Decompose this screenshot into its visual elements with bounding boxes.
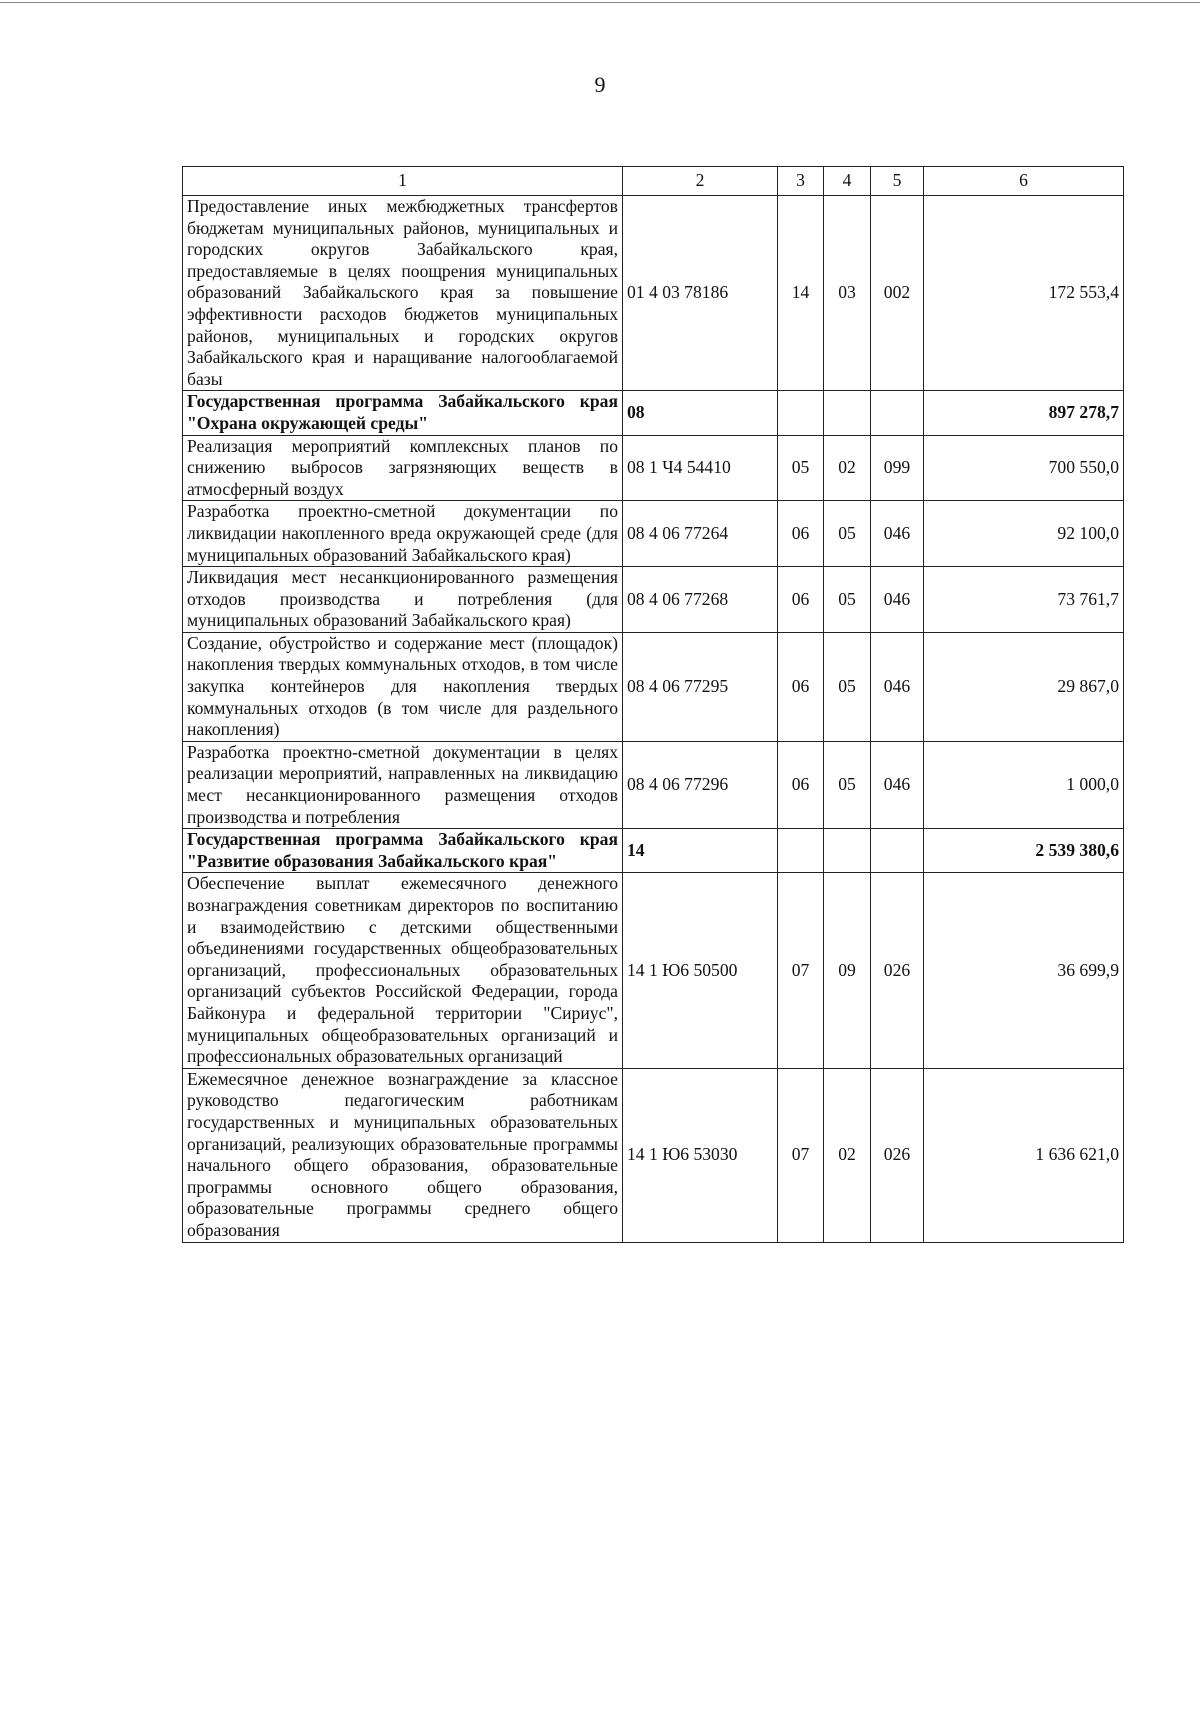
row-subsection-cell: 05 [824,741,871,828]
budget-table [182,166,1124,1243]
row-code-cell: 08 4 06 77264 [623,501,778,567]
row-code-cell: 08 4 06 77295 [623,632,778,741]
row-name-cell: Государственная программа Забайкальского края "Охрана окружающей среды" [183,391,623,435]
row-amount-cell: 172 553,4 [924,196,1124,391]
row-type-cell: 026 [871,1068,924,1242]
header-cell-5: 5 [871,167,924,196]
row-amount-cell: 36 699,9 [924,873,1124,1068]
row-type-cell: 046 [871,501,924,567]
row-amount-cell: 897 278,7 [924,391,1124,435]
table-body [183,196,1124,1243]
row-amount-cell: 29 867,0 [924,632,1124,741]
row-subsection-cell [824,829,871,873]
row-subsection-cell: 05 [824,567,871,633]
row-subsection-cell: 02 [824,435,871,501]
table-row [183,196,1124,391]
row-section-cell: 07 [778,1068,824,1242]
table-row [183,741,1124,828]
header-cell-6: 6 [924,167,1124,196]
row-amount-cell: 1 636 621,0 [924,1068,1124,1242]
row-subsection-cell: 09 [824,873,871,1068]
row-type-cell: 099 [871,435,924,501]
row-subsection-cell: 03 [824,196,871,391]
row-amount-cell: 700 550,0 [924,435,1124,501]
row-name-cell: Государственная программа Забайкальского края "Развитие образования Забайкальского края" [183,829,623,873]
header-cell-4: 4 [824,167,871,196]
row-subsection-cell: 02 [824,1068,871,1242]
table-row [183,435,1124,501]
row-section-cell [778,391,824,435]
row-name-cell: Разработка проектно-сметной документации по ликвидации накопленного вреда окружающей среде (для муниципальных образований Забайкальского края) [183,501,623,567]
row-section-cell: 14 [778,196,824,391]
row-code-cell: 01 4 03 78186 [623,196,778,391]
row-name-cell: Ежемесячное денежное вознаграждение за классное руководство педагогическим работникам государственных и муниципальных образовательных организаций, реализующих образовательные программы начального общего образования, образовательные программы основного общего образования, образовательные программы среднего общего образования [183,1068,623,1242]
table-row [183,567,1124,633]
table-row [183,501,1124,567]
row-code-cell: 08 1 Ч4 54410 [623,435,778,501]
row-type-cell: 046 [871,632,924,741]
page-number: 9 [594,72,606,97]
row-section-cell: 05 [778,435,824,501]
row-section-cell [778,829,824,873]
table-row [183,391,1124,435]
table-row [183,873,1124,1068]
row-type-cell: 046 [871,741,924,828]
table-header-row [183,167,1124,196]
row-amount-cell: 2 539 380,6 [924,829,1124,873]
table-row [183,632,1124,741]
row-subsection-cell: 05 [824,632,871,741]
row-section-cell: 06 [778,501,824,567]
row-code-cell: 08 4 06 77268 [623,567,778,633]
row-name-cell: Создание, обустройство и содержание мест (площадок) накопления твердых коммунальных отходов, в том числе закупка контейнеров для накопления твердых коммунальных отходов (в том числе для раздельного накопления) [183,632,623,741]
top-rule [0,2,1200,3]
row-section-cell: 06 [778,567,824,633]
row-code-cell: 14 1 Ю6 53030 [623,1068,778,1242]
row-code-cell: 14 1 Ю6 50500 [623,873,778,1068]
row-section-cell: 06 [778,741,824,828]
row-section-cell: 06 [778,632,824,741]
row-type-cell: 026 [871,873,924,1068]
table-row [183,829,1124,873]
row-name-cell: Обеспечение выплат ежемесячного денежного вознаграждения советникам директоров по воспитанию и взаимодействию с детскими общественными объединениями государственных общеобразовательных организаций, профессиональных образовательных организаций субъектов Российской Федерации, города Байконура и федеральной территории "Сириус", муниципальных общеобразовательных организаций и профессиональных образовательных организаций [183,873,623,1068]
row-name-cell: Предоставление иных межбюджетных трансфертов бюджетам муниципальных районов, муниципальных и городских округов Забайкальского края, предоставляемые в целях поощрения муниципальных образований Забайкальского края за повышение эффективности расходов бюджетов муниципальных районов, муниципальных и городских округов Забайкальского края и наращивание налогооблагаемой базы [183,196,623,391]
row-type-cell: 002 [871,196,924,391]
header-cell-3: 3 [778,167,824,196]
header-cell-2: 2 [623,167,778,196]
row-code-cell: 08 [623,391,778,435]
row-amount-cell: 73 761,7 [924,567,1124,633]
table-row [183,1068,1124,1242]
row-section-cell: 07 [778,873,824,1068]
row-amount-cell: 1 000,0 [924,741,1124,828]
row-code-cell: 08 4 06 77296 [623,741,778,828]
header-cell-1: 1 [183,167,623,196]
row-name-cell: Ликвидация мест несанкционированного размещения отходов производства и потребления (для муниципальных образований Забайкальского края) [183,567,623,633]
row-subsection-cell: 05 [824,501,871,567]
row-amount-cell: 92 100,0 [924,501,1124,567]
row-type-cell [871,391,924,435]
row-name-cell: Разработка проектно-сметной документации в целях реализации мероприятий, направленных на ликвидацию мест несанкционированного размещения отходов производства и потребления [183,741,623,828]
row-code-cell: 14 [623,829,778,873]
row-name-cell: Реализация мероприятий комплексных планов по снижению выбросов загрязняющих веществ в атмосферный воздух [183,435,623,501]
row-type-cell [871,829,924,873]
row-type-cell: 046 [871,567,924,633]
row-subsection-cell [824,391,871,435]
